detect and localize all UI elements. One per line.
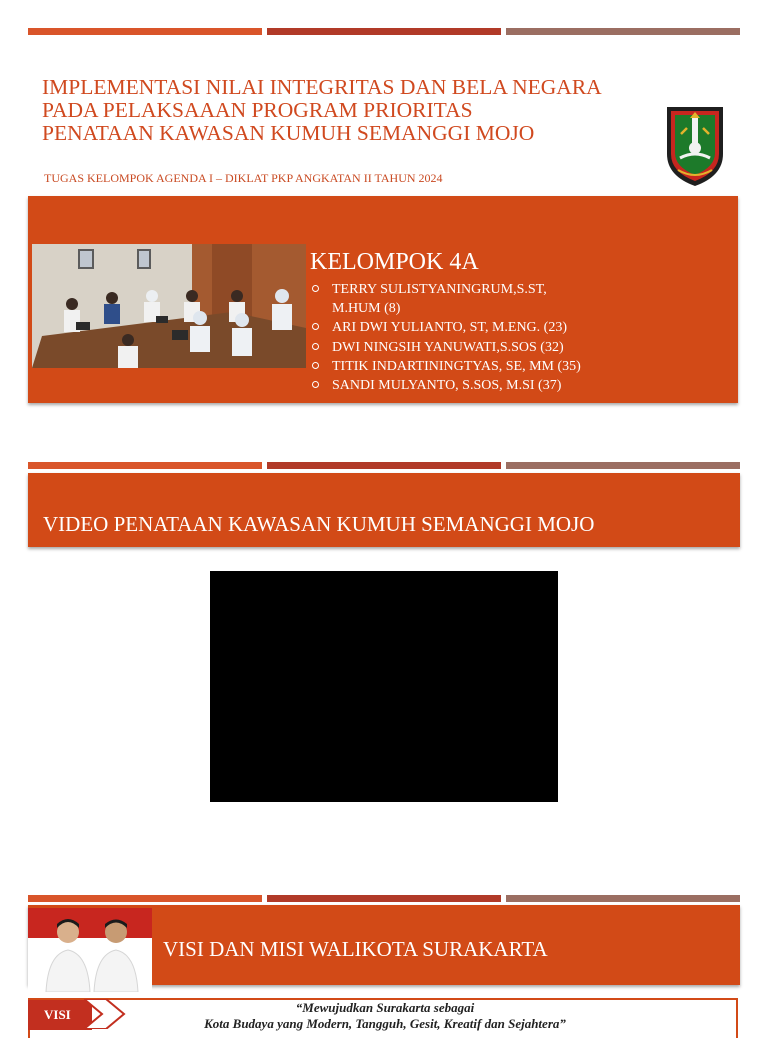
surakarta-crest-logo [664,104,726,188]
member-item: TITIK INDARTININGTYAS, SE, MM (35) [310,357,590,376]
slide2-top-bars [28,462,740,469]
slide1-subtitle: TUGAS KELOMPOK AGENDA I – DIKLAT PKP ANGKATAN II TAHUN 2024 [44,171,443,185]
group-name: KELOMPOK 4A [310,249,479,275]
title-line-3: PENATAAN KAWASAN KUMUH SEMANGGI MOJO [42,121,535,145]
group-photo [32,244,306,368]
mayor-photo [28,908,152,992]
visi-label: VISI [28,1000,92,1030]
member-item: TERRY SULISTYANINGRUM,S.ST, M.HUM (8) [310,280,590,318]
slide1-title [42,76,642,145]
visi-quote [140,1000,630,1032]
member-item: DWI NINGSIH YANUWATI,S.SOS (32) [310,338,590,357]
title-line-1: IMPLEMENTASI NILAI INTEGRITAS DAN BELA NEGARA [42,75,602,99]
member-list [310,280,590,395]
video-title: VIDEO PENATAAN KAWASAN KUMUH SEMANGGI MOJO [43,512,595,536]
slide1-top-bars [28,28,740,35]
video-player[interactable] [210,571,558,802]
visi-title: VISI DAN MISI WALIKOTA SURAKARTA [163,937,548,961]
title-line-2: PADA PELAKSAAAN PROGRAM PRIORITAS [42,98,473,122]
chevron-right-icon [84,999,128,1029]
visi-quote-line-1: “Mewujudkan Surakarta sebagai [295,1000,475,1015]
slide3-top-bars [28,895,740,902]
visi-quote-line-2: Kota Budaya yang Modern, Tangguh, Gesit, Kreatif dan Sejahtera” [204,1016,566,1031]
member-item: ARI DWI YULIANTO, ST, M.ENG. (23) [310,318,590,337]
member-item: SANDI MULYANTO, S.SOS, M.SI (37) [310,376,590,395]
